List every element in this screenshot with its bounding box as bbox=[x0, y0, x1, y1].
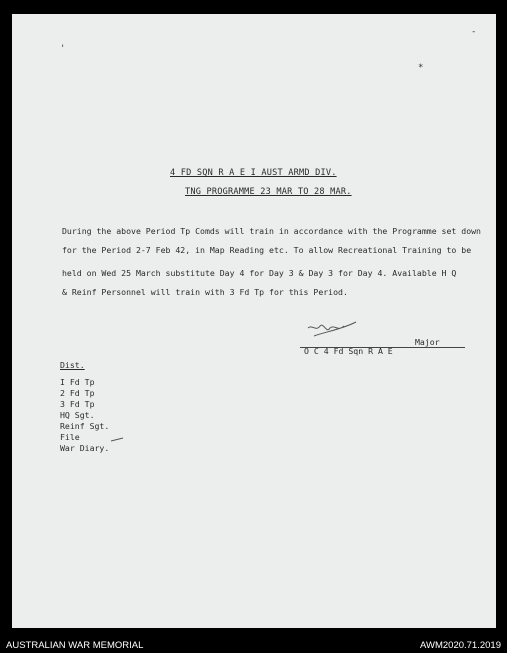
footer-accession-number: AWM2020.71.2019 bbox=[420, 640, 501, 651]
paper-mark: - bbox=[471, 27, 477, 37]
body-line: During the above Period Tp Comds will train in accordance with the Programme set down bbox=[62, 226, 481, 236]
distribution-item: 2 Fd Tp bbox=[60, 388, 95, 398]
paper-mark: * bbox=[418, 63, 424, 73]
distribution-item: War Diary. bbox=[60, 443, 110, 453]
distribution-item: HQ Sgt. bbox=[60, 410, 95, 420]
distribution-item: File bbox=[60, 432, 80, 442]
body-line: for the Period 2-7 Feb 42, in Map Reading etc. To allow Recreational Training to be bbox=[62, 245, 472, 255]
pen-mark bbox=[110, 437, 124, 443]
document-title: 4 FD SQN R A E I AUST ARMD DIV. bbox=[170, 168, 337, 178]
document-page bbox=[12, 14, 496, 628]
body-line: & Reinf Personnel will train with 3 Fd Tp for this Period. bbox=[62, 287, 348, 297]
signatory-rank: Major bbox=[415, 337, 440, 347]
paper-mark: ' bbox=[60, 44, 66, 54]
body-line: held on Wed 25 March substitute Day 4 for Day 3 & Day 3 for Day 4. Available H Q bbox=[62, 268, 457, 278]
handwritten-signature bbox=[300, 318, 360, 344]
distribution-item: 3 Fd Tp bbox=[60, 399, 95, 409]
distribution-heading: Dist. bbox=[60, 360, 85, 370]
footer-institution: AUSTRALIAN WAR MEMORIAL bbox=[6, 640, 144, 651]
distribution-item: I Fd Tp bbox=[60, 377, 95, 387]
signatory-title: O C 4 Fd Sqn R A E bbox=[304, 346, 393, 356]
distribution-item: Reinf Sgt. bbox=[60, 421, 110, 431]
document-subtitle: TNG PROGRAMME 23 MAR TO 28 MAR. bbox=[185, 187, 352, 197]
